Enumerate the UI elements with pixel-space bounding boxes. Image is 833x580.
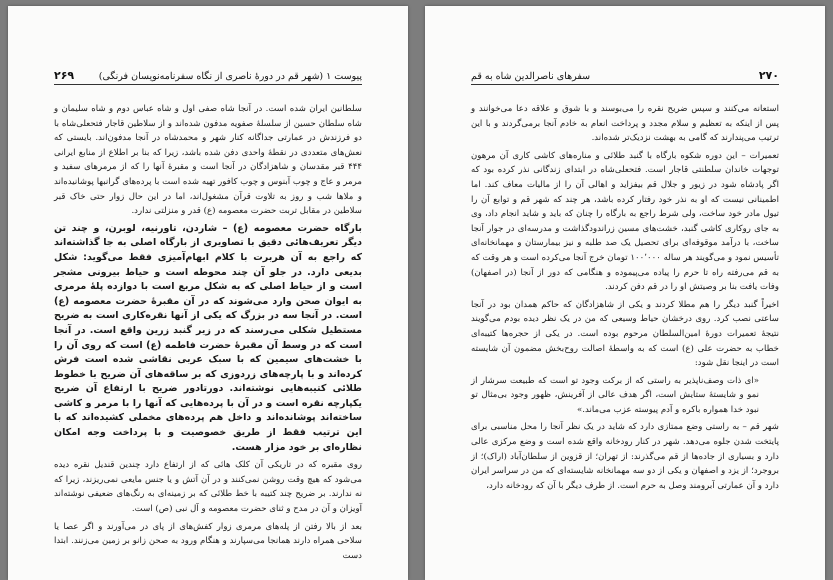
paragraph: اخیراً گنبد دیگر را هم مطلا کردند و یکی از شاهزادگان که حاکم همدان بود در آنجا ساعتی نصب کرد. روی درخشان حیاط وسیعی که من در یک نظر دیده بودم می‌گویند نتیجهٔ تعمیرات دورهٔ امین‌السلطان مرحوم بوده است. در یکی از حجره‌ها کتیبه‌ای خطاب به حضرت علی (ع) است که به واسطهٔ اصالت روح‌بخش مضمون آن شایسته است در اینجا نقل شود: bbox=[471, 299, 779, 369]
left-running-title: پیوست ۱ (شهر قم در دورهٔ ناصری از نگاه سفرنامه‌نویسان فرنگی) bbox=[98, 71, 362, 82]
right-page-number: ۲۷۰ bbox=[758, 69, 779, 82]
paragraph: سلطانین ایران شده است. در آنجا شاه صفی اول و شاه عباس دوم و شاه سلیمان و شاه سلطان حسین از سلسلهٔ صفویه مدفون شده‌اند و از سلاطین قاجار فتحعلی‌شاه با دو فرزندش در عمارتی جداگانه کنار شهر و محمدشاه در آنجا مدفون‌اند. بایستی که نعش‌های متعددی در نقطهٔ واحدی دفن شده باشد، زیرا که بنا بر اطلاع از منابع ایرانی ۴۴۴ قبر مقدسان و شاهزادگان در آنجا است و مقبرهٔ آنها را که از مرمرهای سفید و مرمر و عاج و چوب آبنوس و چوب کافور تهیه شده است با پرده‌های گرانبها پوشانیده‌اند و ملاها شب و روز به تلاوت قرآن مشغول‌اند، اما در این حال زوار حتی خاک قبر سلاطین در مقابل تربت حضرت معصومه (ع) قدر و منزلتی ندارد. bbox=[54, 104, 362, 217]
paragraph: روی مقبره که در تاریکی آن کلک هائی که از ارتفاع دارد چندین قندیل نقره دیده می‌شود که هیچ وقت روشن نمی‌کنند و در آن آتش و یا جنس مایعی نمی‌ریزند، زیرا که نه ندارند. بر ضریح چند کتیبه با خط طلائی که بر زمینه‌ای به رنگ‌های ضعیفی نوشته‌اند آویزان و آن در مدح و ثنای حضرت معصومه و آل نبی (ص) است. bbox=[54, 460, 362, 515]
right-page-header bbox=[471, 70, 779, 85]
right-page bbox=[425, 6, 825, 580]
paragraph-heading-shrine: بارگاه حضرت معصومه (ع) – شاردن، تاورنیه، لوبرن، و چند تن دیگر تعریف‌هائی دقیق با تصاویری از بارگاه اصلی به جا گذاشته‌اند که راجع به آن هربرت با کلام ابهام‌آمیزی فقط می‌گوید: شکل بدیعی دارد. در جلو آن چند محوطه است و حیاط بیرونی مشجر است و از حیاط اصلی که به شکل مربع است با دوازده پلهٔ مرمری به ایوان صحن وارد می‌شوند که در آن مقبرهٔ حضرت معصومه (ع) است. در آنجا سه در بزرگ که یکی از آنها نقره‌کاری است به ضریح مستطیل شکلی می‌رسند که در زیر گنبد زرین واقع است. در آنجا است که در وسط آن مقبرهٔ حضرت فاطمه (ع) است که روی آن را با خشت‌های سیمین که با سبک عربی نقاشی شده است فرش کرده‌اند و با پارچه‌های زردوزی که بر ساقه‌های آن ضریح با خطوط طلائی کتیبه‌هایی نوشته‌اند. دورتادور ضریح با ارتفاع آن ضریح یکپارچه نقره است و در آن با پرده‌هایی که آنها را با مرمر و کاشی ساخته‌اند پوشانده‌اند و داخل هم پرده‌های مخملی کشیده‌اند که با این ترتیب فقط از طریق خصوصیت و با پرداخت وجه امکان نظاره‌ای بر خود مزار هست. bbox=[54, 222, 362, 453]
right-running-title: سفرهای ناصرالدین شاه به قم bbox=[471, 71, 591, 82]
left-page bbox=[8, 6, 408, 580]
left-page-number: ۲۶۹ bbox=[54, 69, 75, 82]
left-page-body bbox=[54, 102, 362, 566]
paragraph: بعد از بالا رفتن از پله‌های مرمری زوار کفش‌های از پای در می‌آورند و اگر عصا یا سلاحی همراه دارند همانجا می‌سپارند و هنگام ورود به صحن زانو بر زمین می‌زنند. ابتدا دست bbox=[54, 521, 362, 561]
right-page-body bbox=[471, 102, 779, 496]
left-page-header bbox=[54, 70, 362, 85]
paragraph-city-of-qom: شهر قم – به راستی وضع ممتازی دارد که شاید در یک نظر آنجا را محل مناسبی برای پایتخت شدن جلوه می‌دهد. شهر در کنار رودخانه واقع شده است و وضع مرکزی عالی دارد و بسیاری از جاده‌ها از قم می‌گذرند: از تهران؛ از قزوین از سلطان‌آباد (اراک)؛ از بروجرد؛ از یزد و اصفهان و یکی از دو سه مهمانخانه شایسته‌ای که من در سراسر ایران دارد و آن عمارتی آبرومند وصل به حرم است. از طرف دیگر با آن که رودخانه دارد، bbox=[471, 422, 779, 491]
paragraph-renovations: تعمیرات – این دوره شکوه بارگاه با گنبد طلائی و مناره‌های کاشی کاری آن مرهون توجهات خاندان سلطنتی قاجار است. فتحعلی‌شاه در ابتدای زندگانی نذر کرده بود که اگر پادشاه شود در زیور و جلال قم بیفزاید و اهالی آن را از مالیات معاف کند. اما اطمینانی نیست که او به نذر خود رفتار کرده باشد، هر چند که شهر قم و توابع آن را تیول مادر خود ساخت، ولی شرط راجع به بارگاه را چنان که باید و شاید انجام داد، وی به جای روکاری کاشی گنبد، خشت‌های مسین زراندودگذاشت و مدرسه‌ای در جوار آنجا ساخت، با درآمد موقوفه‌ای برای تحصیل یک صد طلبه و نیز بیمارستان و مهمانخانه‌ای تأسیس نمود و می‌گویند هر ساله ۱۰۰٬۰۰۰ تومان خرج آنجا می‌کرده است و هر وقت که به قم می‌رفته راه تا حرم را پیاده می‌پیموده و هنگامی که دور از آنجا (در اصفهان) وفات یافت بنا بر وصیتش او را در قم دفن کردند. bbox=[471, 150, 779, 293]
quoted-inscription: «ای ذات وصف‌ناپذیر به راستی که از برکت وجود تو است که طبیعت سرشار از نمو و شایستهٔ ستایش است، اگر هدف عالی از آفرینش، ظهور وجود بی‌مثال تو نبود خدا همواره باکره و آدم پیوسته عزب می‌ماند.» bbox=[471, 375, 759, 415]
paragraph: استعانه می‌کنند و سپس ضریح نقره را می‌بوسند و با شوق و علاقه دعا می‌خوانند و پس از اینکه به تعظیم و سلام مجدد و پرداخت انعام به خادم آنجا برمی‌گردند و با این ترتیب می‌پندارند که گامی به بهشت نزدیک‌تر شده‌اند. bbox=[471, 104, 779, 144]
